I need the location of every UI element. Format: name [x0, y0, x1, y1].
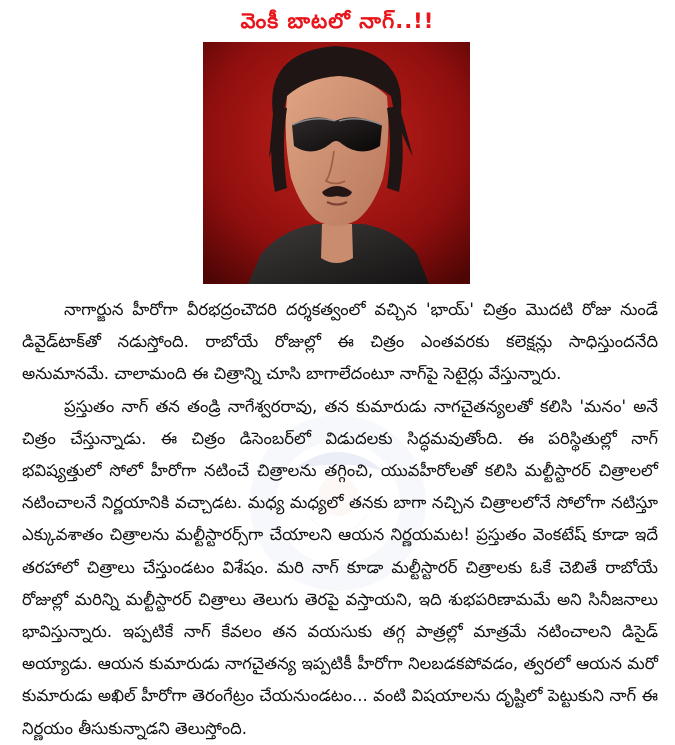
article-body: [22, 294, 658, 745]
article-paragraph: నాగార్జున హీరోగా వీరభద్రంచౌదరి దర్శకత్వంలో వచ్చిన 'భాయ్' చిత్రం మొదటి రోజు నుండే డివైడ్‌టాక్‌తో నడుస్తోంది. రాబోయే రోజుల్లో ఈ చిత్రం ఎంతవరకు కలెక్షన్లు సాధిస్తుందనేది అనుమానమే. చాలామంది ఈ చిత్రాన్ని చూసి బాగాలేదంటూ నాగ్‌పై సెటైర్లు వేస్తున్నారు.: [22, 300, 658, 384]
celebrity-photo: [203, 42, 470, 284]
celebrity-portrait-icon: [203, 42, 470, 284]
article-headline: వెంకీ బాటలో నాగ్..!!: [240, 9, 435, 33]
article-paragraph: ప్రస్తుతం నాగ్ తన తండ్రి నాగేశ్వరరావు, తన కుమారుడు నాగచైతన్యలతో కలిసి 'మనం' అనే చిత్రం చేస్తున్నాడు. ఈ చిత్రం డిసెంబర్‌లో విడుదలకు సిద్ధమవుతోంది. ఈ పరిస్థితుల్లో నాగ్ భవిష్యత్తులో సోలో హీరోగా నటించే చిత్రాలను తగ్గించి, యువహీరోలతో కలిసి మల్టీస్టారర్ చిత్రాలలో నటించాలనే నిర్ణయానికి వచ్చాడట. మధ్య మధ్యలో తనకు బాగా నచ్చిన చిత్రాలలోనే సోలోగా నటిస్తూ ఎక్కువశాతం చిత్రాలను మల్టీస్టారర్స్‌గా చేయాలని ఆయన నిర్ణయమట! ప్రస్తుతం వెంకటేష్ కూడా ఇదే తరహాలో చిత్రాలు చేస్తుండటం విశేషం. మరి నాగ్ కూడా మల్టీస్టారర్ చిత్రాలకు ఓకే చెబితే రాబోయే రోజుల్లో మరిన్ని మల్టీస్టారర్ చిత్రాలు తెలుగు తెరపై వస్తాయని, ఇది శుభపరిణామమే అని సినీజనాలు భావిస్తున్నారు. ఇప్పటికే నాగ్ కేవలం తన వయసుకు తగ్గ పాత్రల్లో మాత్రమే నటించాలని డిసైడ్ అయ్యాడు. ఆయన కుమారుడు నాగచైతన్య ఇప్పటికీ హీరోగా నిలబడకపోవడం, త్వరలో ఆయన మరో కుమారుడు అఖిల్ హీరోగా తెరంగేట్రం చేయనుండటం... వంటి విషయాలను దృష్టిలో పెట్టుకుని నాగ్ ఈ నిర్ణయం తీసుకున్నాడని తెలుస్తోంది.: [22, 396, 658, 738]
